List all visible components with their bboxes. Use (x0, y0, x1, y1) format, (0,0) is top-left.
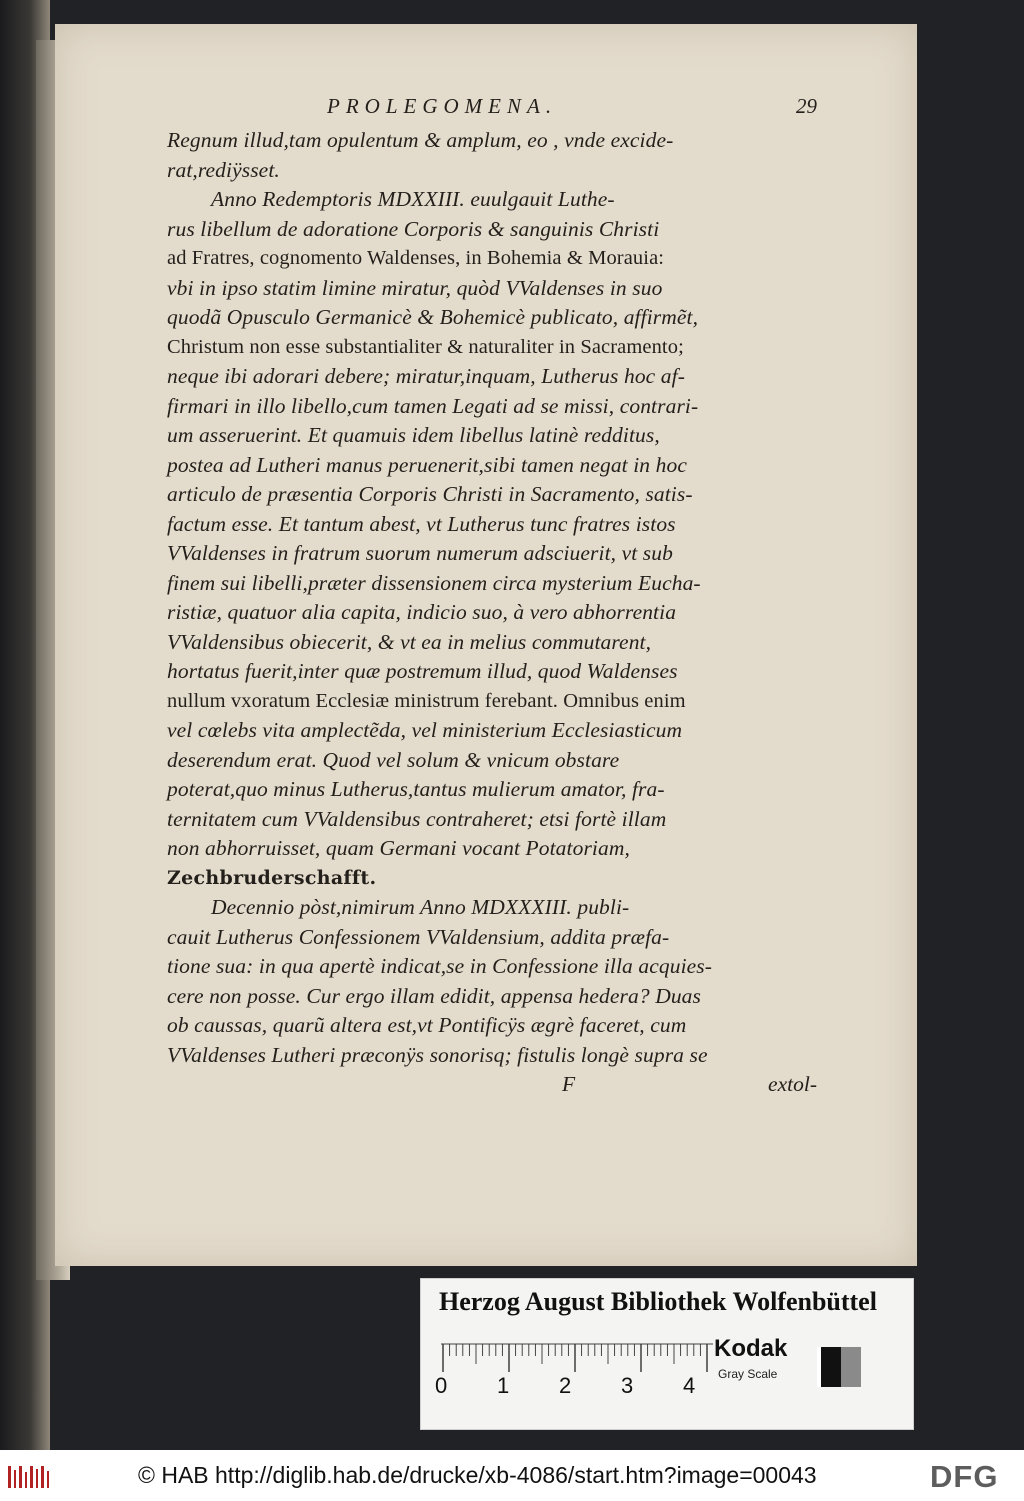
hab-logo-icon (8, 1466, 50, 1488)
text-line: ad Fratres, cognomento Waldenses, in Bohemia & Morauia: (167, 247, 665, 269)
page-text-block (167, 86, 817, 1100)
running-head (167, 86, 817, 126)
ruler-label: 1 (497, 1373, 510, 1398)
ruler-label: 2 (559, 1373, 572, 1398)
scale-ruler (441, 1336, 713, 1374)
text-line: Regnum illud,tam opulentum & amplum, eo , vnde excide- (167, 128, 674, 152)
signature-mark: F (562, 1072, 576, 1096)
text-line: quodã Opusculo Germanicè & Bohemicè publicato, affirmẽt, (167, 305, 699, 329)
text-line: nullum vxoratum Ecclesiæ ministrum ferebant. Omnibus enim (167, 689, 686, 712)
text-line: VValdenses in fratrum suorum numerum adsciuerit, vt sub (167, 541, 673, 565)
text-line: hortatus fuerit,inter quæ postremum illud, quod Waldenses (167, 659, 678, 683)
text-line: factum esse. Et tantum abest, vt Lutherus tunc fratres istos (167, 511, 676, 536)
footer-bar (0, 1450, 1024, 1501)
text-line: Anno Redemptoris MDXXIII. euulgauit Luthe- (211, 187, 615, 211)
ruler-label: 0 (435, 1373, 448, 1398)
text-line: rat,rediÿsset. (167, 157, 280, 182)
text-line: finem sui libelli,præter dissensionem circa mysterium Eucha- (167, 570, 701, 595)
kodak-logo: Kodak (714, 1335, 788, 1362)
catchword: extol- (768, 1072, 817, 1096)
text-line: postea ad Lutheri manus peruenerit,sibi tamen negat in hoc (167, 452, 687, 477)
dfg-logo: DFG (930, 1459, 999, 1494)
text-line: ob caussas, quarũ altera est,vt Pontificÿs ægrè faceret, cum (167, 1013, 687, 1037)
swatch-black (821, 1347, 841, 1387)
text-line: cere non posse. Cur ergo illam edidit, appensa hedera? Duas (167, 983, 701, 1008)
library-name: Herzog August Bibliothek Wolfenbüttel (439, 1287, 877, 1316)
color-scale-card (420, 1278, 914, 1430)
text-line: ristiæ, quatuor alia capita, indicio suo, à vero abhorrentia (167, 600, 677, 624)
text-line: vbi in ipso statim limine miratur, quòd VValdenses in suo (167, 275, 663, 300)
gray-scale-label: Gray Scale (718, 1367, 778, 1381)
text-line: non abhorruisset, quam Germani vocant Potatoriam, (167, 836, 630, 860)
text-line: Zechbruderschafft. (167, 866, 377, 889)
ruler-label: 4 (683, 1373, 696, 1398)
text-line: VValdenses Lutheri præconÿs sonorisq; fistulis longè supra se (167, 1042, 708, 1067)
text-line: Decennio pòst,nimirum Anno MDXXXIII. publi- (211, 895, 630, 919)
ruler-label: 3 (621, 1373, 634, 1398)
text-line: tione sua: in qua apertè indicat,se in Confessione illa acquies- (167, 954, 713, 978)
page-foot (167, 1070, 817, 1100)
text-line: rus libellum de adoratione Corporis & sanguinis Christi (167, 216, 660, 241)
text-line: cauit Lutherus Confessionem VValdensium, addita præfa- (167, 924, 670, 949)
page-number: 29 (796, 94, 817, 118)
body-text (167, 126, 817, 1070)
text-line: articulo de præsentia Corporis Christi in Sacramento, satis- (167, 482, 693, 506)
text-line: Christum non esse substantialiter & naturaliter in Sacramento; (167, 335, 684, 358)
text-line: VValdensibus obiecerit, & vt ea in melius commutarent, (167, 629, 652, 654)
text-line: neque ibi adorari debere; miratur,inquam, Lutherus hoc af- (167, 364, 685, 388)
text-line: deserendum erat. Quod vel solum & vnicum obstare (167, 747, 620, 772)
book-page (55, 24, 917, 1266)
text-line: ternitatem cum VValdensibus contraheret; etsi fortè illam (167, 806, 667, 831)
text-line: poterat,quo minus Lutherus,tantus mulierum amator, fra- (167, 777, 665, 801)
running-title: PROLEGOMENA. (327, 94, 558, 118)
copyright-link[interactable]: © HAB http://diglib.hab.de/drucke/xb-4086/start.htm?image=00043 (138, 1462, 817, 1488)
swatch-gray (841, 1347, 861, 1387)
text-line: um asseruerint. Et quamuis idem libellus latinè redditus, (167, 423, 660, 447)
text-line: firmari in illo libello,cum tamen Legati ad se missi, contrari- (167, 393, 699, 418)
text-line: vel cœlebs vita amplectẽda, vel ministerium Ecclesiasticum (167, 718, 683, 742)
ruler-labels (435, 1373, 697, 1403)
